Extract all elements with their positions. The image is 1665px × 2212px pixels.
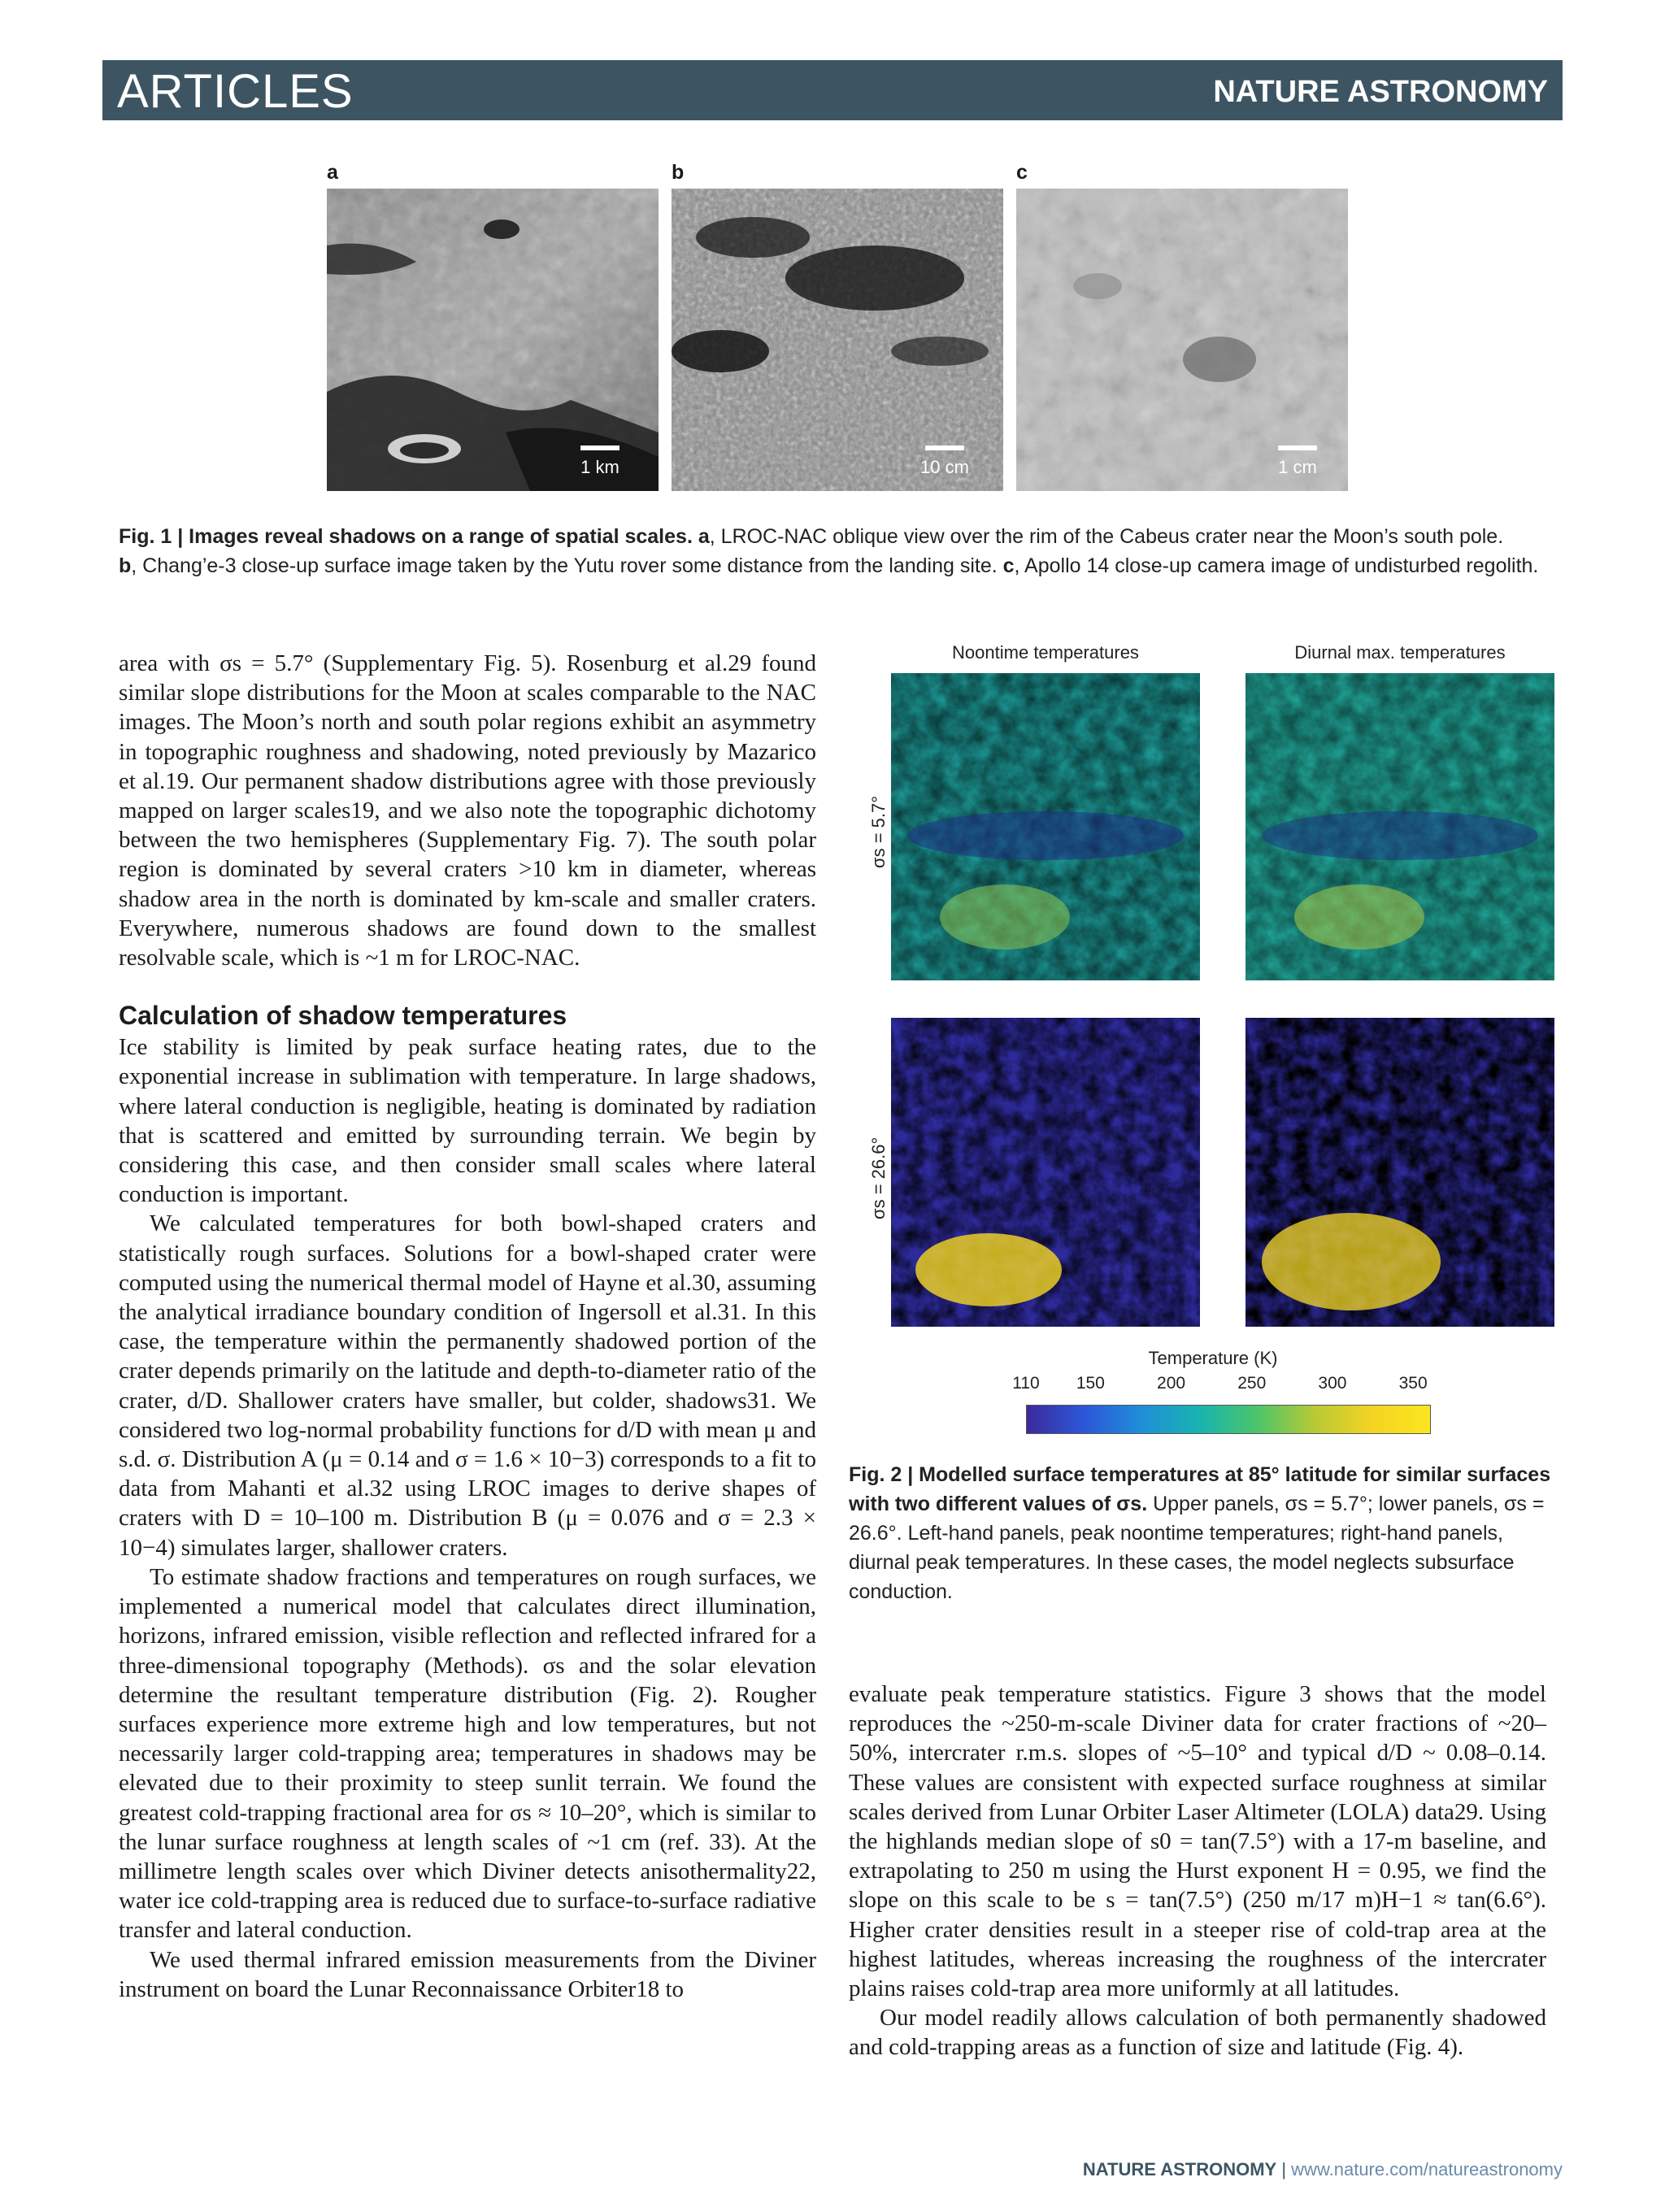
fig1-caption-a-label: a [698,525,710,548]
fig2-caption [849,1460,1554,1606]
fig2-heatmap-bottom-right [1245,1018,1554,1327]
colorbar-ticks [1012,1374,1429,1398]
left-para-3: We calculated temperatures for both bowl-shaped craters and statistically rough surfaces. Solutions for a bowl-shaped crater were computed using the numerical thermal model of Hayne et al.30, assuming the analytical irradiance boundary condition of Ingersoll et al.31. In this case, the temperature within the permanently shadowed portion of the crater depends primarily on the latitude and depth-to-diameter ratio of the crater, d/D. Shallower craters have smaller, but colder, shadows31. We considered two log-normal probability functions for d/D with mean μ and s.d. σ. Distribution A (μ = 0.14 and σ = 1.6 × 10−3) corresponds to a fit to data from Mahanti et al.32 using LROC images to derive shapes of craters with D = 10–100 m. Distribution B (μ = 0.076 and σ = 2.3 × 10−4) simulates larger, shallower craters. [119,1210,816,1561]
left-para-2: Ice stability is limited by peak surface heating rates, due to the exponential increase in sublimation with temperature. In large shadows, where lateral conduction is negligible, heating is dominated by radiation that is scattered and emitted by surrounding terrain. We begin by considering this case, and then consider small scales where lateral conduction is important. [119,1034,816,1208]
fig2-heatmap-top-left [891,673,1200,980]
fig1-panel-a-label: a [327,161,338,184]
colorbar-tick: 110 [1012,1374,1040,1393]
colorbar-title: Temperature (K) [1148,1348,1278,1368]
journal-name: NATURE ASTRONOMY [1213,75,1548,109]
footer-separator: | [1276,2159,1292,2179]
footer-journal: NATURE ASTRONOMY [1082,2159,1277,2179]
fig2-caption-rest: Upper panels, σs = 5.7°; lower panels, σs = 26.6°. Left-hand panels, peak noontime temperatures; right-hand panels, diurnal peak temperatures. In these cases, the model neglects subsurface conduction. [849,1493,1545,1603]
fig1-panel-b-label: b [672,161,685,184]
left-para-1: area with σs = 5.7° (Supplementary Fig. 5). Rosenburg et al.29 found similar slope distributions for the Moon at scales comparable to the NAC images. The Moon’s north and south polar regions exhibit an asymmetry in topographic roughness and shadowing, noted previously by Mazarico et al.19. Our permanent shadow distributions agree with those previously mapped on larger scales19, and we also note the topographic dichotomy between the two hemispheres (Supplementary Fig. 7). The south polar region is dominated by several craters >10 km in diameter, whereas shadow area in the north is dominated by km-scale and smaller craters. Everywhere, numerous shadows are found down to the smallest resolvable scale, which is ~1 m for LROC-NAC. [119,650,816,971]
right-column [849,1680,1546,2062]
fig1-caption-c: , Apollo 14 close-up camera image of undisturbed regolith. [1014,554,1539,577]
fig2-heatmap-bottom-left [891,1018,1200,1327]
fig1-caption [119,522,1550,580]
fig1-caption-c-label: c [1002,554,1015,577]
fig2-col-title-diurnal: Diurnal max. temperatures [1294,642,1506,663]
fig1-caption-b-label: b [119,554,132,577]
fig2-row-label-top: σs = 5.7° [868,795,889,868]
fig1-panel-c-image [1016,189,1348,491]
section-label: ARTICLES [117,65,354,118]
right-para-1: evaluate peak temperature statistics. Figure 3 shows that the model reproduces the ~250-m-scale Diviner data for crater fractions of ~20–50%, intercrater r.m.s. slopes of ~5–10° and typical d/D ~ 0.08–0.14. These values are consistent with expected surface roughness at similar scales derived from Lunar Orbiter Laser Altimeter (LOLA) data29. Using the highlands median slope of s0 = tan(7.5°) with a 17-m baseline, and extrapolating to 250 m using the Hurst exponent H = 0.95, we find the slope on this scale to be s = tan(7.5°) (250 m/17 m)H−1 ≈ tan(6.6°). Higher crater densities result in a steeper rise of cold-trap area at the highest latitudes, whereas increasing the roughness of the intercrater plains raises cold-trap area more uniformly at all latitudes. [849,1681,1546,2002]
colorbar-tick: 200 [1157,1374,1186,1393]
journal-header-bar [102,60,1563,120]
fig1-panel-a-image [327,189,659,491]
page-footer [1083,2159,1563,2180]
fig1-panel-c-scale: 1 cm [1278,457,1317,477]
right-para-2: Our model readily allows calculation of both permanently shadowed and cold-trapping areas as a function of size and latitude (Fig. 4). [849,2005,1546,2061]
fig1-caption-a: , LROC-NAC oblique view over the rim of the Cabeus crater near the Moon’s south pole. [709,525,1504,548]
fig1-panel-c-label: c [1016,161,1028,184]
fig2-col-title-noon: Noontime temperatures [952,642,1139,663]
left-para-5: We used thermal infrared emission measurements from the Diviner instrument on board the Lunar Reconnaissance Orbiter18 to [119,1946,816,2002]
colorbar [1026,1405,1431,1434]
fig1-panel-b-scale: 10 cm [920,457,969,477]
footer-url[interactable]: www.nature.com/natureastronomy [1291,2159,1563,2179]
colorbar-tick: 250 [1237,1374,1267,1393]
colorbar-tick: 300 [1318,1374,1347,1393]
section-heading: Calculation of shadow temperatures [119,1001,567,1031]
fig1-caption-lead: Fig. 1 | Images reveal shadows on a range of spatial scales. [119,525,693,548]
colorbar-tick: 150 [1076,1374,1105,1393]
fig1-panel-a-scale: 1 km [580,457,619,477]
fig2-heatmap-top-right [1245,673,1554,980]
colorbar-tick: 350 [1398,1374,1428,1393]
fig1-panel-b-image [672,189,1003,491]
fig2-caption-lead: Fig. 2 | Modelled surface temperatures at 85° latitude for similar surfaces with two different values of σs. [849,1463,1551,1515]
left-para-4: To estimate shadow fractions and temperatures on rough surfaces, we implemented a numerical model that calculates direct illumination, horizons, infrared emission, visible reflection and reflected infrared for a three-dimensional topography (Methods). σs and the solar elevation determine the resultant temperature distribution (Fig. 2). Rougher surfaces experience more extreme high and low temperatures, but not necessarily larger cold-trapping area; temperatures in shadows may be elevated due to their proximity to steep sunlit terrain. We found the greatest cold-trapping fractional area for σs ≈ 10–20°, which is similar to the lunar surface roughness at length scales of ~1 cm (ref. 33). At the millimetre length scales over which Diviner detects anisothermality22, water ice cold-trapping area is reduced due to surface-to-surface radiative transfer and lateral conduction. [119,1563,816,1944]
fig1-caption-b: , Chang’e-3 close-up surface image taken by the Yutu rover some distance from the landing site. [131,554,998,577]
left-column [119,649,816,2004]
fig2-row-label-bottom: σs = 26.6° [868,1136,889,1219]
